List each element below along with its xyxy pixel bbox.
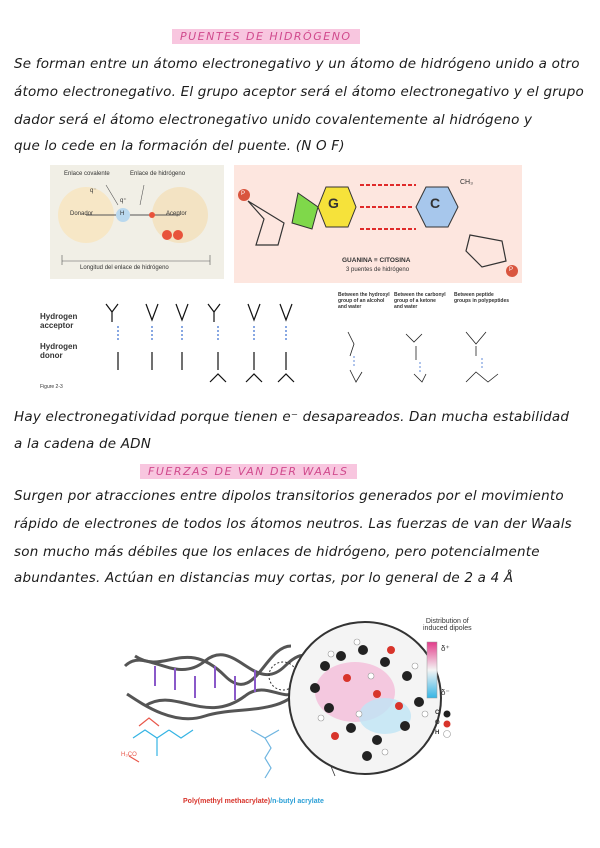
methoxy-label: H₃CO	[121, 752, 137, 758]
paragraph-line: átomo electronegativo. El grupo aceptor será el átomo electronegativo y el grupo	[14, 84, 584, 100]
delta-plus-label: δ⁺	[441, 644, 450, 653]
gc-caption: GUANINA ≡ CITOSINA	[342, 257, 411, 264]
methyl-label: CH₃	[460, 179, 473, 186]
section-title-van-der-waals: FUERZAS DE VAN DER WAALS	[140, 464, 357, 479]
van-der-waals-polymer-figure	[115, 606, 472, 810]
atom-o-label: O	[435, 720, 440, 726]
paragraph-line: Surgen por atracciones entre dipolos transitorios generados por el movimiento	[14, 488, 564, 504]
h-atom-label: H	[120, 211, 125, 217]
paragraph-line: abundantes. Actúan en distancias muy cortas, por lo general de 2 a 4 Å	[14, 570, 514, 586]
column-alcohol-water: Between the hydroxyl group of an alcohol and water	[338, 292, 390, 310]
bond-length-label: Longitud del enlace de hidrógeno	[80, 265, 169, 271]
figure-note: Figure 2-3	[40, 384, 63, 390]
hydrogen-donor-label: Hydrogen donor	[40, 342, 78, 360]
q-minus-label: q⁻	[90, 188, 97, 194]
caption-pmma: Poly(methyl methacrylate)	[183, 798, 271, 805]
hydrogen-bond-label: Enlace de hidrógeno	[130, 171, 186, 177]
q-plus-label: q⁺	[120, 198, 127, 204]
caption-nba: /n-butyl acrylate	[270, 798, 324, 805]
acceptor-label: Aceptor	[166, 211, 187, 217]
covalent-bond-label: Enlace covalente	[64, 171, 110, 177]
atom-c-label: C	[435, 710, 440, 716]
column-ketone-water: Between the carbonyl group of a ketone and water	[394, 292, 446, 310]
paragraph-line: Hay electronegatividad porque tienen e⁻ desapareados. Dan mucha estabilidad	[14, 409, 570, 425]
atom-h-label: H	[435, 730, 440, 736]
paragraph-line: que lo cede en la formación del puente. (N O F)	[14, 138, 345, 154]
section-title-hydrogen-bonds: PUENTES DE HIDRÓGENO	[172, 29, 360, 44]
phosphate-label: P	[509, 267, 514, 273]
paragraph-line: rápido de electrones de todos los átomos neutros. Las fuerzas de van der Waals	[14, 516, 572, 532]
gc-subcaption: 3 puentes de hidrógeno	[346, 267, 410, 273]
guanine-cytosine-diagram	[234, 165, 522, 283]
delta-minus-label: δ⁻	[441, 688, 450, 697]
polymer-caption	[183, 798, 324, 805]
cytosine-letter: C	[430, 195, 441, 211]
paragraph-line: dador será el átomo electronegativo unido covalentemente al hidrógeno y	[14, 112, 533, 128]
paragraph-line: a la cadena de ADN	[14, 436, 152, 452]
paragraph-line: son mucho más débiles que los enlaces de hidrógeno, pero potencialmente	[14, 544, 540, 560]
hydrogen-bond-diagram	[50, 165, 224, 279]
paragraph-line: Se forman entre un átomo electronegativo y un átomo de hidrógeno unido a otro	[14, 56, 580, 72]
hydrogen-acceptor-label: Hydrogen acceptor	[40, 312, 78, 330]
donor-acceptor-groups-diagram	[36, 290, 526, 400]
phosphate-label: P	[241, 191, 246, 197]
donor-label: Donador	[70, 211, 94, 217]
guanine-letter: G	[328, 195, 339, 211]
dipole-legend-title: Distribution of induced dipoles	[423, 618, 472, 632]
column-peptide: Between peptide groups in polypeptides	[454, 292, 510, 304]
